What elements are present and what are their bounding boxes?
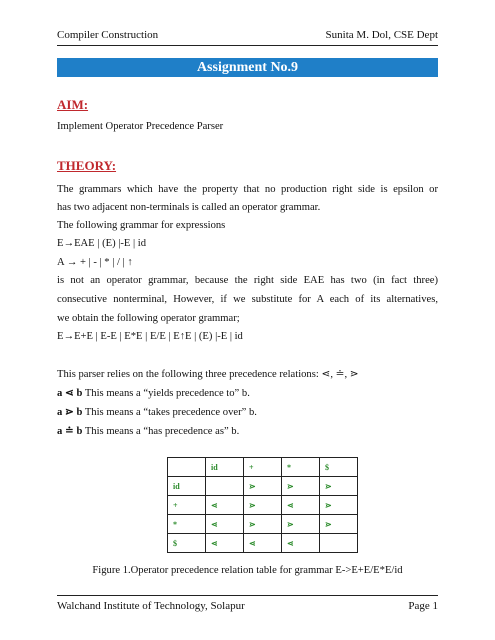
relation-line (57, 425, 438, 438)
assignment-title: Assignment No.9 (57, 58, 438, 77)
table-row (168, 515, 358, 534)
page-number: Page 1 (408, 600, 438, 612)
table-cell: ⋖ (206, 534, 244, 553)
table-cell (206, 477, 244, 496)
table-cell: ⋖ (282, 496, 320, 515)
header-course: Compiler Construction (57, 29, 159, 41)
table-cell: ⋗ (320, 477, 358, 496)
theory-line: is not an operator grammar, because the right side EAE has two (in fact three) (57, 275, 438, 286)
table-row (168, 477, 358, 496)
relation-symbol: a ≐ b (57, 426, 83, 437)
header-author: Sunita M. Dol, CSE Dept (325, 29, 438, 41)
table-row (168, 496, 358, 515)
aim-heading: AIM: (57, 97, 89, 112)
header-rule (57, 45, 438, 46)
table-cell: ⋗ (282, 477, 320, 496)
table-cell: ⋗ (244, 515, 282, 534)
table-cell: ⋖ (206, 496, 244, 515)
table-cell: * (282, 458, 320, 477)
theory-line: consecutive nonterminal, However, if we substitute for A each of its alternatives, (57, 294, 438, 305)
relation-symbol: a ⋗ b (57, 407, 83, 418)
theory-line: we obtain the following operator grammar; (57, 313, 240, 324)
table-cell: * (168, 515, 206, 534)
grammar-line: E→E+E | E-E | E*E | E/E | E↑E | (E) |-E | id (57, 331, 243, 342)
relation-line (57, 387, 438, 400)
table-cell (320, 534, 358, 553)
precedence-table (167, 457, 358, 553)
theory-line: The following grammar for expressions (57, 220, 226, 231)
relation-symbol: a ⋖ b (57, 388, 83, 399)
relation-text: This means a “takes precedence over” b. (82, 407, 257, 418)
table-cell: ⋗ (244, 477, 282, 496)
relations-intro: This parser relies on the following three precedence relations: ⋖, ≐, ⋗ (57, 369, 359, 380)
table-cell: $ (320, 458, 358, 477)
table-cell: ⋗ (320, 515, 358, 534)
relation-text: This means a “has precedence as” b. (82, 426, 240, 437)
relation-text: This means a “yields precedence to” b. (82, 388, 250, 399)
table-cell (168, 458, 206, 477)
grammar-line: A → + | - | * | / | ↑ (57, 257, 133, 268)
aim-text: Implement Operator Precedence Parser (57, 121, 224, 132)
table-row (168, 534, 358, 553)
table-cell: ⋖ (282, 534, 320, 553)
table-cell: ⋖ (244, 534, 282, 553)
table-cell: ⋖ (206, 515, 244, 534)
footer-rule (57, 595, 438, 596)
theory-line: has two adjacent non-terminals is called an operator grammar. (57, 202, 321, 213)
page-header (57, 29, 438, 43)
theory-heading: THEORY: (57, 158, 117, 173)
footer-institute: Walchand Institute of Technology, Solapur (57, 600, 245, 612)
table-cell: ⋗ (320, 496, 358, 515)
theory-line: The grammars which have the property that no production right side is epsilon or (57, 184, 438, 195)
table-header-row (168, 458, 358, 477)
table-cell: + (168, 496, 206, 515)
table-cell: id (168, 477, 206, 496)
table-cell: ⋗ (244, 496, 282, 515)
figure-caption: Figure 1.Operator precedence relation table for grammar E->E+E/E*E/id (92, 565, 403, 576)
table-cell: id (206, 458, 244, 477)
table-cell: + (244, 458, 282, 477)
relation-line (57, 406, 438, 419)
grammar-line: E→EAE | (E) |-E | id (57, 238, 147, 249)
table-cell: ⋗ (282, 515, 320, 534)
table-cell: $ (168, 534, 206, 553)
